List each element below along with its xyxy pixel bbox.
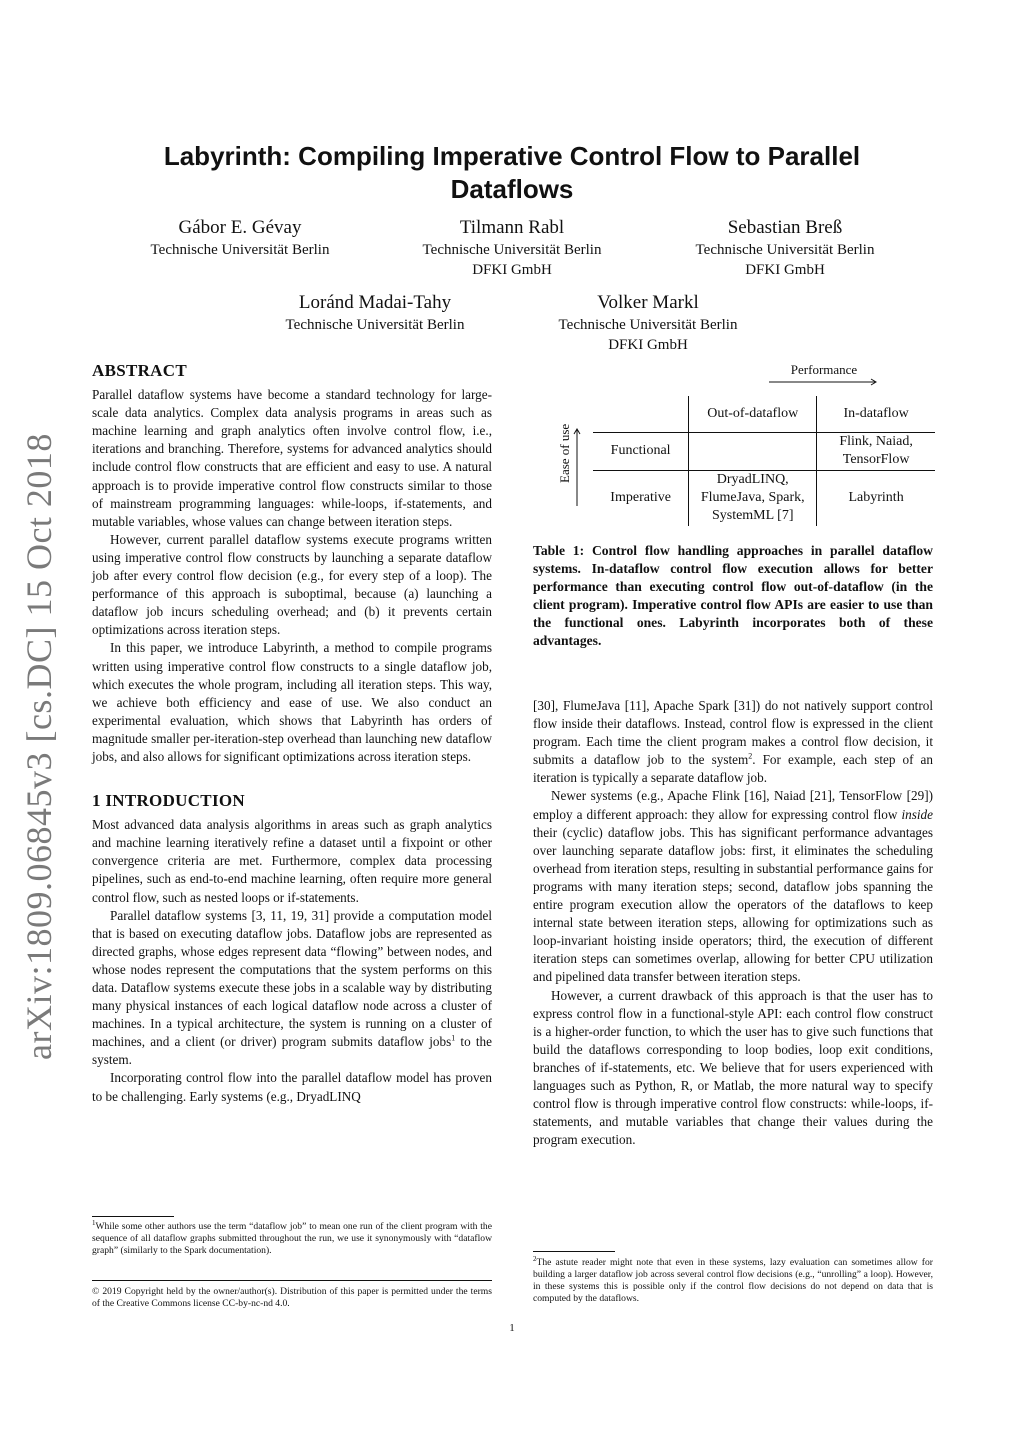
footnote-text: The astute reader might note that even in these systems, lazy evaluation can sometimes allow for building a larger dataflow job across several control flow decisions (e.g., “unrolling” a loop). However, in these systems this is possible only if the control flow decisions do not depend on data that is computed by the dataflows. <box>533 1257 933 1304</box>
copyright-rule <box>92 1280 492 1281</box>
table-1 <box>555 362 935 532</box>
body-paragraph <box>533 787 933 986</box>
table-caption: Table 1: Control flow handling approaches in parallel dataflow systems. In-dataflow control flow execution allows for better performance than executing control flow out-of-dataflow (in the client program). Imperative control flow APIs are easier to use than the functional ones. Labyrinth incorporates both of these advantages. <box>533 543 933 648</box>
author-block-4 <box>255 291 495 335</box>
body-text: . For example, each step of an iteration is typically a separate dataflow job. <box>533 752 933 786</box>
footnote-mark: 1 <box>92 1218 96 1227</box>
copyright-notice <box>92 1286 492 1310</box>
cell-line: SystemML [7] <box>711 508 794 524</box>
row-header: Functional <box>593 432 689 470</box>
ease-axis-label: Ease of use <box>557 423 572 483</box>
intro-text: to the system. <box>92 1034 492 1068</box>
table-cell <box>689 470 817 526</box>
footnote-1 <box>92 1218 492 1257</box>
body-paragraph <box>533 697 933 787</box>
table-corner <box>593 396 689 432</box>
left-column <box>92 362 492 1106</box>
introduction-heading: 1 INTRODUCTION <box>92 791 245 811</box>
author-affiliation: DFKI GmbH <box>745 262 825 278</box>
row-header: Imperative <box>610 490 671 506</box>
intro-paragraph: Most advanced data analysis algorithms in areas such as graph analytics and machine learning iteratively refine a dataset until a fixpoint or other convergence criteria are met. Furthermore, complex data processing pipelines, such as end-to-end machine learning, often require more general control flow, such as nested loops or if-statements. <box>92 817 492 905</box>
cell-line: TensorFlow <box>842 452 910 467</box>
author-name: Gábor E. Gévay <box>178 217 302 238</box>
body-text: Newer systems (e.g., Apache Flink [16], Naiad [21], TensorFlow [29]) employ a different approach: they allow for expressing control flow <box>533 788 933 822</box>
author-name: Sebastian Breß <box>727 217 843 238</box>
author-block-2 <box>392 216 632 280</box>
author-affiliation: Technische Universität Berlin <box>422 242 602 258</box>
author-block-1 <box>120 216 360 260</box>
author-affiliation: Technische Universität Berlin <box>558 317 738 333</box>
author-name: Loránd Madai-Tahy <box>298 292 452 313</box>
footnote-mark: 2 <box>533 1254 537 1263</box>
cell-line: FlumeJava, Spark, <box>700 490 805 506</box>
author-affiliation: DFKI GmbH <box>608 337 688 353</box>
footnote-rule <box>92 1216 174 1217</box>
author-affiliation: DFKI GmbH <box>472 262 552 278</box>
author-name: Volker Markl <box>597 292 699 313</box>
paper-title: Labyrinth: Compiling Imperative Control Flow to Parallel Dataflows <box>163 141 861 204</box>
emphasis: inside <box>901 806 933 822</box>
table-cell <box>817 432 935 470</box>
cell-line: DryadLINQ, <box>716 472 789 488</box>
intro-text: Parallel dataflow systems [3, 11, 19, 31] provide a computation model that is based on executing dataflow jobs. Dataflow jobs are represented as directed graphs, whose edges represent data “flowing” between nodes, and whose nodes represent the computations that the system performs on this data. Dataflow systems execute these jobs in a scalable way by distributing many physical instances of each logical dataflow node across a cluster of machines. In a typical architecture, the system is running on a cluster of machines, and a client (or driver) program submits dataflow jobs <box>92 907 492 1050</box>
body-text: their (cyclic) dataflow jobs. This has significant performance advantages over launching separate dataflow jobs: first, it eliminates the scheduling overhead from iteration steps, resulting in substantial performance gains for programs with many iteration steps; second, dataflow jobs spanning the entire program execution allow the operators of the dataflows to keep internal state between iteration steps, allowing for optimizations such as loop-invariant hoisting inside operators; third, the execution of different iteration steps can sometimes overlap, allowing for better CPU utilization and pipelined data transfer between iteration steps. <box>533 824 933 985</box>
author-affiliation: Technische Universität Berlin <box>285 317 465 333</box>
body-paragraph: However, a current drawback of this approach is that the user has to express control flow in a functional-style API: each control flow construct is a higher-order function, to which the user has to give such functions that build the dataflows corresponding to loop bodies, loop exit conditions, branches of if-statements, etc. We believe that for users experienced with languages such as Python, R, or Matlab, the more natural way to specify control flow is through imperative control flow constructs: while-loops, if-statements, and mutable variables that change their values during the program execution. <box>533 987 933 1148</box>
column-header: In-dataflow <box>817 396 935 432</box>
footnote-text: While some other authors use the term “dataflow job” to mean one run of the client program with the sequence of all dataflow graphs submitted throughout the run, we use it synonymously with “dataflow graph” (similarly to the Spark documentation). <box>92 1221 492 1256</box>
author-affiliation: Technische Universität Berlin <box>695 242 875 258</box>
performance-arrow-icon <box>767 378 881 386</box>
control-flow-table <box>593 396 935 526</box>
body-text: [30], FlumeJava [11], Apache Spark [31]) do not natively support control flow inside their dataflows. Instead, control flow is expressed in the client program. Each time the client program makes a control flow decision, it submits a dataflow job to the system <box>533 698 933 768</box>
abstract-paragraph: However, current parallel dataflow systems execute programs written using imperative control flow constructs by launching a separate dataflow job after every control flow decision (e.g., for every step of a loop). The performance of this approach is suboptimal, because (a) launching a dataflow job incurs scheduling overhead; and (b) it prevents certain optimizations across iteration steps. <box>92 531 492 638</box>
abstract-paragraph: In this paper, we introduce Labyrinth, a method to compile programs written using imperative control flow constructs to a single dataflow job, which executes the whole program, including all iteration steps. This way, we achieve both efficiency and ease of use. We also conduct an experimental evaluation, which shows that Labyrinth has orders of magnitude smaller per-iteration-step overhead than launching new dataflow jobs, and also allows for significant optimizations across iteration steps. <box>92 640 492 764</box>
author-block-3 <box>665 216 905 280</box>
table-cell: Labyrinth <box>817 470 935 526</box>
author-name: Tilmann Rabl <box>459 217 565 238</box>
intro-paragraph <box>92 907 492 1070</box>
abstract-heading: ABSTRACT <box>92 361 187 380</box>
page-number: 1 <box>509 1322 515 1334</box>
author-affiliation: Technische Universität Berlin <box>150 242 330 258</box>
column-header: Out-of-dataflow <box>689 396 817 432</box>
abstract-paragraph: Parallel dataflow systems have become a standard technology for large-scale data analytics. Complex data analysis programs in areas such as machine learning and graph analytics often involve control flow, i.e., iterations and branching. Therefore, systems for advanced analytics should include control flow constructs that are efficient and easy to use. A natural approach is to provide imperative control flow constructs similar to those of mainstream programming languages: while-loops, if-statements, and mutable variables, whose values can change between iteration steps. <box>92 387 492 529</box>
table-cell <box>689 432 817 470</box>
performance-axis-label: Performance <box>790 362 858 377</box>
ease-arrow-icon <box>573 428 581 508</box>
footnote-2 <box>533 1254 933 1305</box>
copyright-text: © 2019 Copyright held by the owner/author(s). Distribution of this paper is permitted under the terms of the Creative Commons license CC-by-nc-nd 4.0. <box>92 1286 492 1309</box>
footnote-rule <box>533 1251 615 1252</box>
footnote-ref[interactable]: 1 <box>451 1033 456 1043</box>
author-block-5 <box>528 291 768 355</box>
cell-line: Flink, Naiad, <box>839 434 913 449</box>
footnote-ref[interactable]: 2 <box>748 751 753 761</box>
arxiv-identifier: arXiv:1809.06845v3 [cs.DC] 15 Oct 2018 <box>19 433 59 1060</box>
right-column <box>533 697 933 1149</box>
intro-paragraph: Incorporating control flow into the parallel dataflow model has proven to be challenging. Early systems (e.g., DryadLINQ <box>92 1070 492 1104</box>
